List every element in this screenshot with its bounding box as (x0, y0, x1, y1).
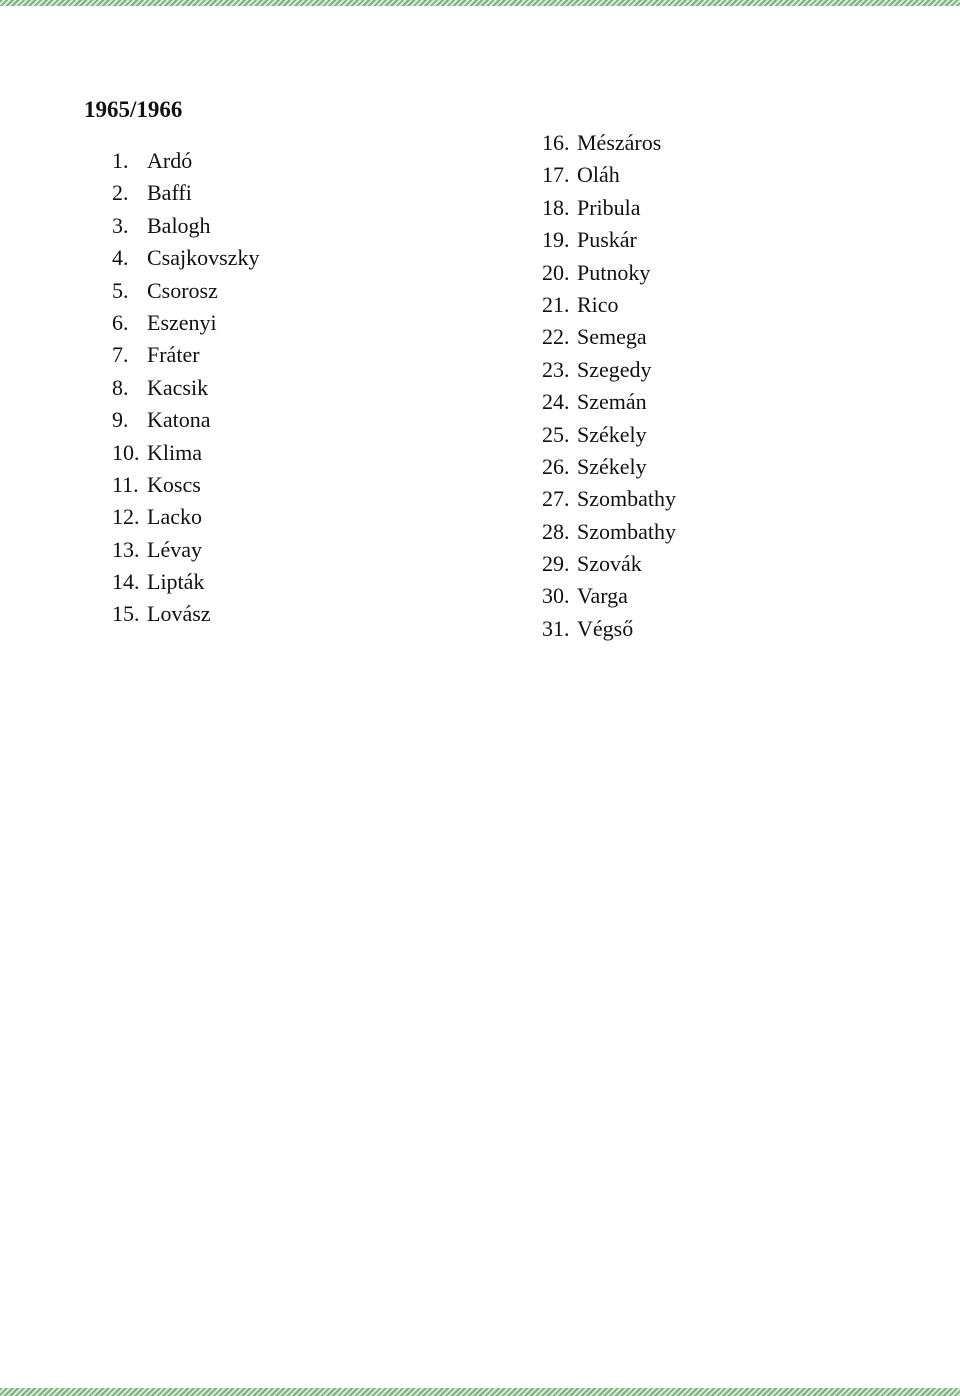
list-item (542, 548, 676, 580)
list-item (112, 307, 259, 339)
list-item (112, 437, 259, 469)
list-item-number: 9. (112, 407, 129, 433)
list-item (112, 404, 259, 436)
list-item-number: 1. (112, 148, 129, 173)
list-item-name: Végső (577, 615, 634, 641)
list-item (542, 386, 676, 418)
page-border-bottom (0, 1388, 960, 1396)
list-item-number: 13. (112, 536, 140, 562)
list-item (542, 289, 676, 321)
list-item-number: 10. (112, 439, 140, 465)
list-item (112, 469, 259, 501)
list-item-number: 15. (112, 601, 140, 627)
list-item-number: 30. (542, 583, 570, 609)
list-item-name: Szemán (577, 389, 647, 415)
list-item-number: 23. (542, 356, 570, 382)
list-item-name: Székely (577, 453, 647, 479)
list-item-name: Eszenyi (147, 309, 217, 335)
list-item-number: 18. (542, 194, 570, 220)
list-item-name: Fráter (147, 342, 200, 368)
list-item-name: Csajkovszky (147, 245, 260, 271)
list-item (112, 566, 259, 598)
list-item (112, 372, 259, 404)
list-item-number: 5. (112, 277, 129, 303)
list-item (542, 354, 676, 386)
list-item-name: Lacko (147, 504, 202, 530)
list-item (542, 127, 676, 159)
list-item-name: Oláh (577, 162, 620, 188)
list-item-name: Puskár (577, 227, 637, 253)
list-item (542, 224, 676, 256)
list-item-number: 11. (112, 471, 139, 497)
list-item-name: Baffi (147, 180, 192, 206)
list-item-name: Lévay (147, 536, 202, 562)
list-item-number: 2. (112, 180, 129, 206)
list-item-name: Szegedy (577, 356, 652, 382)
list-item-number: 16. (542, 130, 570, 155)
list-item-name: Katona (147, 407, 211, 433)
list-item-number: 3. (112, 212, 129, 238)
list-item (112, 242, 259, 274)
list-item (542, 419, 676, 451)
list-item (542, 192, 676, 224)
list-item (112, 210, 259, 242)
list-item-name: Székely (577, 421, 647, 447)
list-item (112, 501, 259, 533)
list-item-number: 24. (542, 389, 570, 415)
list-item-number: 22. (542, 324, 570, 350)
list-item-number: 8. (112, 374, 129, 400)
list-item (542, 321, 676, 353)
list-item (112, 598, 259, 630)
list-item-number: 27. (542, 486, 570, 512)
list-item-name: Mészáros (577, 130, 662, 155)
list-item (542, 159, 676, 191)
name-list-left (112, 145, 259, 631)
list-item-number: 4. (112, 245, 129, 271)
list-item-number: 12. (112, 504, 140, 530)
list-item-name: Szombathy (577, 486, 676, 512)
list-item-name: Ardó (147, 148, 193, 173)
list-item (112, 275, 259, 307)
list-item-number: 28. (542, 518, 570, 544)
name-list-right (542, 127, 676, 645)
list-item (112, 339, 259, 371)
list-item-number: 14. (112, 569, 140, 595)
list-item-number: 29. (542, 551, 570, 577)
list-item-name: Csorosz (147, 277, 218, 303)
list-item-name: Pribula (577, 194, 641, 220)
list-item-name: Balogh (147, 212, 211, 238)
list-item-number: 6. (112, 309, 129, 335)
list-item-name: Semega (577, 324, 647, 350)
list-item-number: 19. (542, 227, 570, 253)
list-item-name: Klima (147, 439, 202, 465)
list-item-number: 7. (112, 342, 129, 368)
list-item-number: 26. (542, 453, 570, 479)
list-item-name: Rico (577, 291, 619, 317)
list-item-name: Kacsik (147, 374, 209, 400)
list-item-name: Szovák (577, 551, 642, 577)
list-item (542, 613, 676, 645)
page-border-top (0, 0, 960, 6)
list-item-number: 31. (542, 615, 570, 641)
list-item-name: Lovász (147, 601, 211, 627)
list-item-name: Koscs (147, 471, 201, 497)
list-item (542, 516, 676, 548)
list-item-name: Lipták (147, 569, 205, 595)
list-item-name: Szombathy (577, 518, 676, 544)
list-item (542, 257, 676, 289)
list-item-number: 21. (542, 291, 570, 317)
list-item-number: 20. (542, 259, 570, 285)
list-item-number: 17. (542, 162, 570, 188)
list-item-name: Varga (577, 583, 628, 609)
list-item-number: 25. (542, 421, 570, 447)
page-title: 1965/1966 (84, 97, 183, 122)
list-item (112, 145, 259, 177)
list-item (542, 451, 676, 483)
list-item-name: Putnoky (577, 259, 651, 285)
list-item (542, 483, 676, 515)
list-item (542, 580, 676, 612)
list-item (112, 534, 259, 566)
list-item (112, 177, 259, 209)
